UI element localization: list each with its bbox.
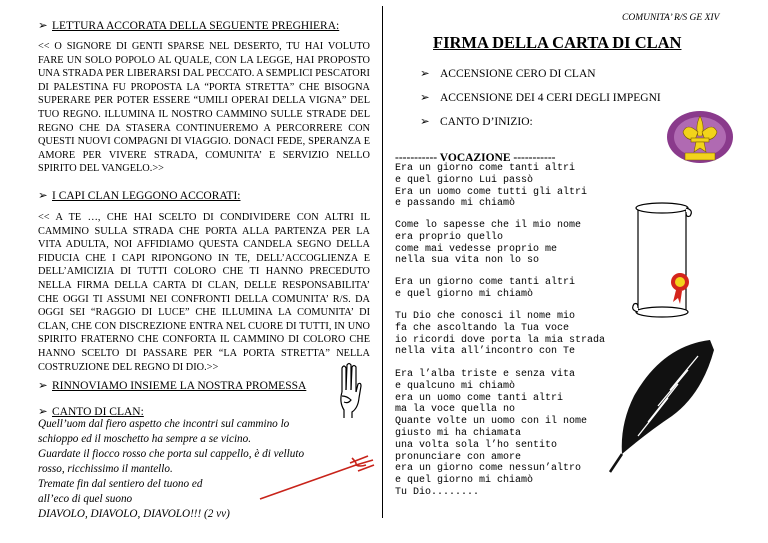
heading-capi-clan: ➢ I CAPI CLAN LEGGONO ACCORATI:	[38, 190, 241, 202]
prayer-text: << O SIGNORE DI GENTI SPARSE NEL DESERTO, TU HAI VOLUTO FARE UN SOLO POPOLO AL QUALE, CON LA LEGGE, HAI PROPOSTO UNA STRADA PER LIBERARSI DAL PECCATO. A SEMPLICI PESCATORI DI PALESTINA FU PROPOSTA LA “PORTA STRETTA” CHE BISOGNA SUPERARE PER POTER ESSERE “UMILI OPERAI DELLA VIGNA” DEL TUO REGNO. ILLUMINA IL NOSTRO CAMMINO SULLE STRADE DEL REGNO CHE DA STASERA CONTINUEREMO A PERCORRERE CON QUESTI NUOVI COMPAGNI DI VIAGGIO. DONACI FEDE, SPERANZA E AMORE PER VIVERE STRADA, COMUNITA’ E SERVIZIO NELLO SPIRITO DEL VANGELO.>>	[38, 41, 370, 175]
lyric-line: Quell’uom dal fiero aspetto che incontri sul cammino lo	[38, 418, 290, 430]
pitchfork-icon	[258, 455, 376, 505]
arrow-bullet-icon: ➢	[420, 92, 430, 104]
arrow-bullet-icon: ➢	[420, 116, 430, 128]
heading-promessa: ➢ RINNOVIAMO INSIEME LA NOSTRA PROMESSA	[38, 380, 307, 392]
arrow-bullet-icon: ➢	[38, 380, 48, 392]
lyric-line: DIAVOLO, DIAVOLO, DIAVOLO!!! (2 vv)	[38, 508, 230, 520]
heading-canto-clan: ➢ CANTO DI CLAN:	[38, 406, 144, 418]
arrow-bullet-icon: ➢	[38, 190, 48, 202]
community-header: COMUNITA’ R/S GE XIV	[622, 13, 720, 23]
arrow-bullet-icon: ➢	[420, 68, 430, 80]
song-stanza-1: Era un giorno come tanti altri e quel giorno Lui passò Era un uomo come tutti gli altri e passando mi chiamò	[395, 163, 588, 210]
column-divider	[382, 6, 383, 518]
arrow-bullet-icon: ➢	[38, 20, 48, 32]
lyric-line: schioppo ed il moschetto ha sempre a se vicino.	[38, 433, 252, 445]
lyric-line: all’eco di quel suono	[38, 493, 133, 505]
song-stanza-2: Come lo sapesse che il mio nome era proprio quello come mai vedesse proprio me nella sua vita non lo so	[395, 220, 582, 267]
lyric-line: Tremate fin dal sentiero del tuono ed	[38, 478, 203, 490]
arrow-bullet-icon: ➢	[38, 406, 48, 418]
lyric-line: Guardate il fiocco rosso che porta sul cappello, è di velluto	[38, 448, 305, 460]
page-title: FIRMA DELLA CARTA DI CLAN	[433, 33, 682, 52]
quill-feather-icon	[602, 336, 722, 476]
song-stanza-3: Era un giorno come tanti altri e quel giorno mi chiamò	[395, 277, 576, 300]
heading-lettura: ➢ LETTURA ACCORATA DELLA SEGUENTE PREGHIERA:	[38, 20, 340, 32]
scout-salute-hand-icon	[333, 362, 367, 420]
song-stanza-4: Tu Dio che conosci il nome mio fa che ascoltando la Tua voce io ricordi dove porta la mia strada nella vita all’incontro con Te	[395, 311, 606, 358]
bullet-cero-clan: ➢ ACCENSIONE CERO DI CLAN	[420, 68, 596, 80]
bullet-ceri-impegni: ➢ ACCENSIONE DEI 4 CERI DEGLI IMPEGNI	[420, 92, 661, 104]
lyric-line: rosso, ricchissimo il mantello.	[38, 463, 173, 475]
song-stanza-5: Era l’alba triste e senza vita e qualcuno mi chiamò era un uomo come tanti altri ma la voce quella no Quante volte un uomo con il nome giusto mi ha chiamata una volta sola l’ho sentito pronunciare con amore era un giorno come nessun’altro e quel giorno mi chiamò Tu Dio........	[395, 369, 588, 498]
scout-emblem-icon	[665, 108, 735, 166]
bullet-canto-inizio: ➢ CANTO D’INIZIO:	[420, 116, 533, 128]
scroll-with-seal-icon	[628, 200, 698, 324]
capi-clan-text: << A TE …, CHE HAI SCELTO DI CONDIVIDERE CON ALTRI IL CAMMINO SULLA STRADA CHE PORTA ALLA PARTENZA PER LA VITA ADULTA, NOI AFFIDIAMO QUESTA CANDELA SEGNO DELLA FIDUCIA CHE I CAPI RIPONGONO IN TE, DELL’ACCOGLIENZA E DELL’AMICIZIA DI TUTTI COLORO CHE TI HANNO PRECEDUTO NELLA FIRMA DELLA CARTA DI CLAN, DELLE RESPONSABILITA’ CHE OGGI TI ASSUMI NEI CONFRONTI DELLA COMUNITA’ R/S. DA OGGI SEI “RAGGIO DI LUCE” CHE ILLUMINA LA COMUNITA’ DI CLAN, CHE CON DISCREZIONE ENTRA NEL CUORE DI TUTTI, IN UNO SPIRITO FRATERNO CHE CONFORTA IL CAMMINO DI COLORO CHE HANNO SCELTO DI PASSARE PER “LA PORTA STRETTA” NELLA COSTRUZIONE DEL REGNO DI DIO.>>	[38, 212, 370, 373]
vocazione-heading: ----------- VOCAZIONE -----------	[395, 152, 556, 164]
